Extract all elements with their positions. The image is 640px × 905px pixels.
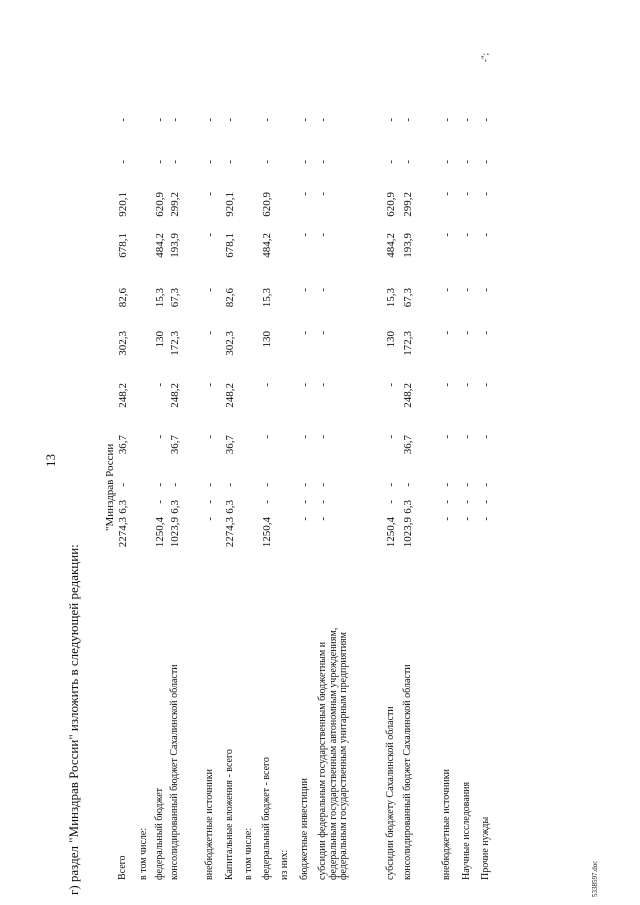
table-cell: -	[385, 118, 397, 122]
table-cell: 678,1	[117, 233, 129, 258]
table-cell: 920,1	[224, 192, 236, 217]
table-cell: 15,3	[385, 288, 397, 308]
table-cell: -	[461, 160, 473, 164]
table-cell: 82,6	[117, 288, 129, 308]
table-cell: -	[204, 500, 216, 504]
table-cell: 36,7	[117, 435, 129, 455]
table-cell: 248,2	[224, 383, 236, 408]
table-cell: -	[461, 118, 473, 122]
table-cell: -	[154, 435, 166, 439]
table-cell: -	[117, 483, 129, 487]
table-cell: 2274,3	[224, 517, 236, 548]
table-cell: 484,2	[154, 233, 166, 258]
row-label: Капитальные вложения - всего	[224, 749, 235, 880]
table-cell: -	[204, 331, 216, 335]
table-cell: -	[385, 435, 397, 439]
table-cell: -	[441, 483, 453, 487]
table-cell: 130	[385, 331, 397, 348]
row-label: консолидированный бюджет Сахалинской области	[402, 664, 413, 880]
row-label: федеральный бюджет - всего	[261, 757, 272, 880]
row-label: Всего	[117, 855, 128, 880]
table-cell: 15,3	[261, 288, 273, 308]
table-cell: -	[224, 160, 236, 164]
table-cell: -	[261, 483, 273, 487]
table-cell: -	[385, 383, 397, 387]
table-cell: -	[441, 331, 453, 335]
row-label: в том числе:	[138, 827, 149, 880]
table-cell: 484,2	[261, 233, 273, 258]
table-cell: -	[461, 383, 473, 387]
table-cell: -	[480, 288, 492, 292]
table-cell: 6,3	[169, 500, 181, 514]
table-cell: 248,2	[169, 383, 181, 408]
table-cell: -	[480, 500, 492, 504]
table-cell: -	[317, 500, 329, 504]
table-cell: -	[299, 500, 311, 504]
table-cell: -	[154, 500, 166, 504]
row-label: Научные исследования	[461, 781, 472, 880]
row-label: внебюджетные источники	[441, 769, 452, 880]
table-cell: -	[299, 383, 311, 387]
table-cell: -	[204, 483, 216, 487]
table-cell: 130	[154, 331, 166, 348]
table-cell: 248,2	[117, 383, 129, 408]
table-cell: -	[317, 233, 329, 237]
table-cell: -	[204, 233, 216, 237]
table-cell: -	[385, 483, 397, 487]
section-label: "Минздрав России	[104, 443, 116, 531]
table-cell: -	[261, 435, 273, 439]
table-cell: 920,1	[117, 192, 129, 217]
table-cell: 1250,4	[261, 517, 273, 548]
table-cell: 172,3	[402, 331, 414, 356]
table-cell: 67,3	[402, 288, 414, 308]
table-cell: -	[299, 160, 311, 164]
table-cell: -	[441, 233, 453, 237]
row-label: Прочие нужды	[480, 816, 491, 880]
table-cell: -	[154, 160, 166, 164]
table-cell: -	[299, 435, 311, 439]
table-cell: -	[261, 383, 273, 387]
table-cell: -	[154, 118, 166, 122]
table-cell: -	[204, 383, 216, 387]
table-cell: -	[154, 483, 166, 487]
table-cell: -	[117, 118, 129, 122]
table-cell: -	[461, 331, 473, 335]
table-cell: -	[441, 500, 453, 504]
table-cell: -	[461, 435, 473, 439]
table-cell: 193,9	[169, 233, 181, 258]
table-cell: -	[441, 192, 453, 196]
table-cell: -	[441, 517, 453, 521]
table-cell: -	[299, 517, 311, 521]
table-cell: 1250,4	[154, 517, 166, 548]
table-cell: -	[461, 192, 473, 196]
table-cell: -	[299, 192, 311, 196]
table-cell: 172,3	[169, 331, 181, 356]
table-cell: -	[480, 383, 492, 387]
table-cell: 299,2	[402, 192, 414, 217]
table-cell: -	[154, 383, 166, 387]
table-cell: -	[461, 500, 473, 504]
table-cell: -	[480, 331, 492, 335]
table-cell: -	[117, 160, 129, 164]
table-cell: -	[402, 118, 414, 122]
table-cell: 2274,3	[117, 517, 129, 548]
table-cell: -	[480, 192, 492, 196]
table-cell: -	[317, 118, 329, 122]
table-cell: -	[461, 288, 473, 292]
table-cell: 6,3	[402, 500, 414, 514]
table-cell: -	[204, 517, 216, 521]
closing-mark: -";	[480, 52, 490, 62]
table-cell: 82,6	[224, 288, 236, 308]
table-cell: -	[385, 160, 397, 164]
table-cell: -	[204, 160, 216, 164]
row-label: субсидии бюджету Сахалинской области	[385, 706, 396, 880]
table-cell: -	[169, 118, 181, 122]
table-cell: -	[261, 118, 273, 122]
table-cell: -	[299, 118, 311, 122]
row-label: бюджетные инвестиции	[299, 777, 310, 880]
table-cell: -	[204, 192, 216, 196]
table-cell: -	[317, 288, 329, 292]
row-label: федеральный бюджет	[154, 787, 165, 880]
table-cell: -	[204, 435, 216, 439]
table-cell: -	[261, 500, 273, 504]
row-label: внебюджетные источники	[204, 769, 215, 880]
table-cell: -	[317, 483, 329, 487]
table-cell: -	[441, 288, 453, 292]
table-cell: -	[299, 233, 311, 237]
table-cell: -	[317, 517, 329, 521]
table-cell: -	[402, 483, 414, 487]
table-cell: 36,7	[402, 435, 414, 455]
table-cell: 36,7	[169, 435, 181, 455]
table-cell: -	[317, 160, 329, 164]
table-cell: -	[480, 118, 492, 122]
table-cell: -	[317, 331, 329, 335]
row-label: из них:	[279, 849, 290, 880]
table-cell: -	[480, 160, 492, 164]
table-cell: 6,3	[117, 500, 129, 514]
table-cell: -	[317, 192, 329, 196]
table-cell: -	[385, 500, 397, 504]
table-cell: -	[441, 118, 453, 122]
table-cell: -	[204, 288, 216, 292]
table-cell: -	[299, 483, 311, 487]
table-cell: -	[224, 483, 236, 487]
table-cell: -	[224, 118, 236, 122]
table-cell: -	[461, 517, 473, 521]
table-cell: 6,3	[224, 500, 236, 514]
table-cell: -	[461, 483, 473, 487]
row-label: консолидированный бюджет Сахалинской области	[169, 664, 180, 880]
doc-footer: 5338597.doc	[591, 860, 599, 897]
table-cell: -	[317, 383, 329, 387]
table-cell: -	[204, 118, 216, 122]
table-cell: 620,9	[385, 192, 397, 217]
table-cell: -	[441, 160, 453, 164]
table-cell: 620,9	[261, 192, 273, 217]
table-cell: -	[299, 331, 311, 335]
table-cell: -	[461, 233, 473, 237]
table-cell: -	[169, 483, 181, 487]
row-label: субсидии федеральным государственным бюджетным и федеральным государственным автономным учреждениям, федеральным государственным унитарным предприятиям	[317, 627, 349, 880]
row-label: в том числе:	[243, 827, 254, 880]
table-cell: 248,2	[402, 383, 414, 408]
table-cell: 67,3	[169, 288, 181, 308]
table-cell: 130	[261, 331, 273, 348]
table-cell: -	[441, 383, 453, 387]
table-cell: -	[480, 483, 492, 487]
table-cell: -	[317, 435, 329, 439]
table-cell: -	[480, 435, 492, 439]
table-cell: -	[169, 160, 181, 164]
table-cell: -	[402, 160, 414, 164]
table-cell: 302,3	[224, 331, 236, 356]
table-cell: -	[441, 435, 453, 439]
table-cell: 1250,4	[385, 517, 397, 548]
page-number: 13	[43, 454, 58, 467]
table-cell: 302,3	[117, 331, 129, 356]
table-cell: -	[299, 288, 311, 292]
table-cell: 620,9	[154, 192, 166, 217]
table-cell: 15,3	[154, 288, 166, 308]
table-cell: 678,1	[224, 233, 236, 258]
table-cell: -	[480, 233, 492, 237]
section-heading: г) раздел "Минздрав России" изложить в следующей редакции:	[66, 544, 81, 895]
table-cell: 299,2	[169, 192, 181, 217]
table-cell: 1023,9	[402, 517, 414, 548]
table-cell: 193,9	[402, 233, 414, 258]
table-cell: 484,2	[385, 233, 397, 258]
table-cell: 1023,9	[169, 517, 181, 548]
table-cell: 36,7	[224, 435, 236, 455]
table-cell: -	[261, 160, 273, 164]
table-cell: -	[480, 517, 492, 521]
